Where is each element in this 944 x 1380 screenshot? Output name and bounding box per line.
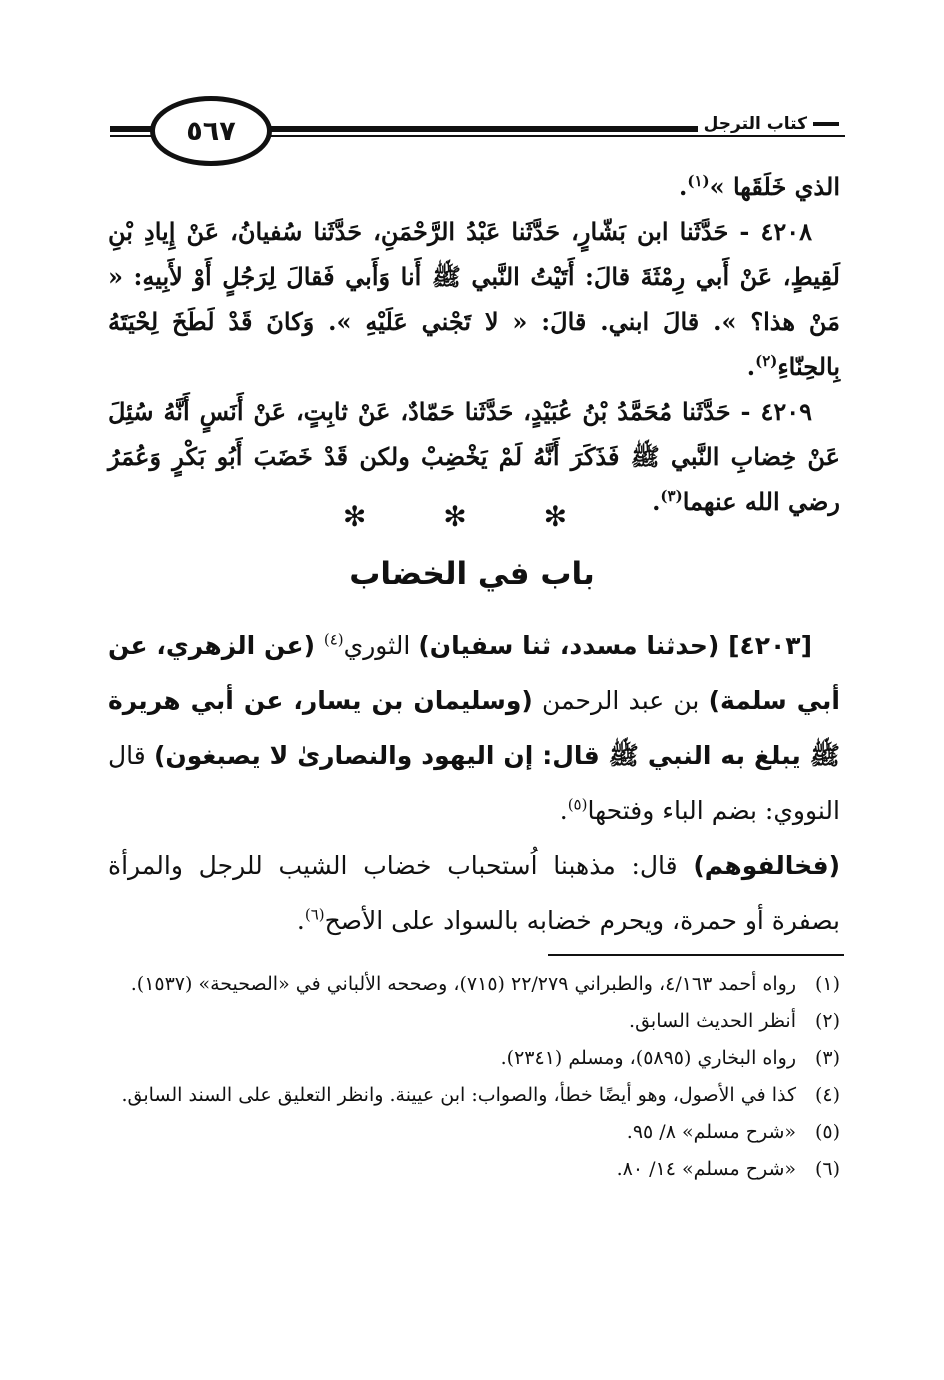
paragraph-tail: . bbox=[746, 352, 756, 381]
footnote-number: (٦) bbox=[814, 1158, 840, 1180]
paragraph-text: ٤٢٠٨ - حَدَّثَنا ابن بَشّارٍ، حَدَّثَنا عَبْدُ الرَّحْمَنِ، حَدَّثَنا سُفيانُ، عَنْ إِيادِ بْنِ لَقِيطٍ، عَنْ أَبي رِمْثَةَ قالَ: أَتَيْتُ النَّبي ﷺ أَنا وَأَبي فَقالَ لِرَجُلٍ أَوْ لأَبِيهِ: « مَنْ هذا؟ ». قالَ ابني. قالَ: « لا تَجْني عَلَيْهِ ». وَكانَ قَدْ لَطَخَ لِحْيَتَهُ بِالحِنّاءِ bbox=[108, 217, 840, 381]
footnote-ref[interactable]: (٣) bbox=[660, 487, 683, 505]
footnote-text: كذا في الأصول، وهو أيضًا خطأ، والصواب: ابن عيينة. وانظر التعليق على السند السابق. bbox=[121, 1084, 796, 1106]
paragraph-text: الذي خَلَقَها » bbox=[709, 172, 840, 201]
footnote-1 bbox=[106, 966, 840, 1003]
hadith-4208 bbox=[108, 209, 840, 389]
footnote-3 bbox=[106, 1040, 840, 1077]
paragraph-tail: . bbox=[652, 487, 661, 516]
footnote-2 bbox=[106, 1003, 840, 1040]
footnote-number: (٥) bbox=[814, 1121, 840, 1143]
footnote-5 bbox=[106, 1114, 840, 1151]
footnote-ref[interactable]: (٢) bbox=[755, 352, 778, 370]
footnote-text: رواه أحمد ٤/١٦٣، والطبراني ٢٢/٢٧٩ (٧١٥)، وصححه الألباني في «الصحيحة» (١٥٣٧). bbox=[130, 973, 796, 995]
footnote-text: «شرح مسلم» ٨/ ٩٥. bbox=[626, 1121, 796, 1143]
commentary-bold: (عن الزهري، عن أبي سلمة) bbox=[108, 631, 841, 715]
footnote-4 bbox=[106, 1077, 840, 1114]
commentary-paragraph-2 bbox=[108, 838, 840, 948]
commentary bbox=[108, 618, 840, 948]
commentary-text: قال: مذهبنا اُستحباب خضاب الشيب للرجل والمرأة بصفرة أو حمرة، ويحرم خضابه بالسواد على الأصح bbox=[108, 851, 840, 935]
page-number-badge bbox=[150, 96, 272, 166]
commentary-bold: (فخالفوهم) bbox=[693, 851, 840, 880]
footnote-number: (٢) bbox=[814, 1010, 840, 1032]
hadith-text bbox=[108, 164, 840, 524]
commentary-bold: [٤٢٠٣] (حدثنا مسدد، ثنا سفيان) bbox=[418, 631, 813, 660]
footnote-ref[interactable]: (٤) bbox=[323, 630, 344, 649]
footnote-ref[interactable]: (٥) bbox=[567, 795, 588, 814]
title-dash-icon bbox=[813, 122, 839, 126]
paragraph-tail: . bbox=[559, 796, 568, 825]
running-title-text: كتاب الترجل bbox=[703, 114, 807, 134]
paragraph-tail: . bbox=[678, 172, 688, 201]
section-separator: ✻ ✻ ✻ bbox=[342, 500, 602, 533]
paragraph-tail: . bbox=[296, 906, 305, 935]
paragraph-text: ٤٢٠٩ - حَدَّثَنا مُحَمَّدُ بْنُ عُبَيْدٍ، حَدَّثَنا حَمّادٌ، عَنْ ثابِتٍ، عَنْ أَنَسٍ أَنَّهُ سُئِلَ عَنْ خِضابِ النَّبي ﷺ فَذَكَرَ أَنَّهُ لَمْ يَخْضِبْ ولكن قَدْ خَضَبَ أَبُو بَكْرٍ وَعُمَرُ رضي الله عنهما bbox=[108, 397, 840, 516]
running-title bbox=[698, 114, 845, 134]
commentary-bold: (وسليمان بن يسار، عن أبي هريرة ﷺ يبلغ به النبي ﷺ قال: إن اليهود والنصارىٰ لا يصبغون) bbox=[108, 686, 840, 770]
page-number: ٥٦٧ bbox=[186, 115, 236, 147]
footnote-ref[interactable]: (١) bbox=[687, 172, 710, 190]
commentary-text: قال النووي: بضم الباء وفتحها bbox=[108, 741, 840, 825]
footnote-6 bbox=[106, 1151, 840, 1188]
chapter-title: باب في الخضاب bbox=[349, 556, 595, 592]
footnote-text: أنظر الحديث السابق. bbox=[629, 1010, 796, 1032]
page-header bbox=[110, 96, 845, 166]
footnote-ref[interactable]: (٦) bbox=[304, 905, 325, 924]
footnote-text: رواه البخاري (٥٨٩٥)، ومسلم (٢٣٤١). bbox=[500, 1047, 796, 1069]
footnote-number: (١) bbox=[814, 973, 840, 995]
footnote-divider bbox=[548, 954, 844, 956]
commentary-text: الثوري bbox=[343, 631, 419, 660]
footnotes bbox=[106, 966, 840, 1188]
footnote-number: (٤) bbox=[814, 1084, 840, 1106]
footnote-number: (٣) bbox=[814, 1047, 840, 1069]
commentary-paragraph-1 bbox=[108, 618, 840, 838]
commentary-text: بن عبد الرحمن bbox=[532, 686, 709, 715]
hadith-continuation bbox=[108, 164, 840, 209]
footnote-text: «شرح مسلم» ١٤/ ٨٠. bbox=[616, 1158, 796, 1180]
